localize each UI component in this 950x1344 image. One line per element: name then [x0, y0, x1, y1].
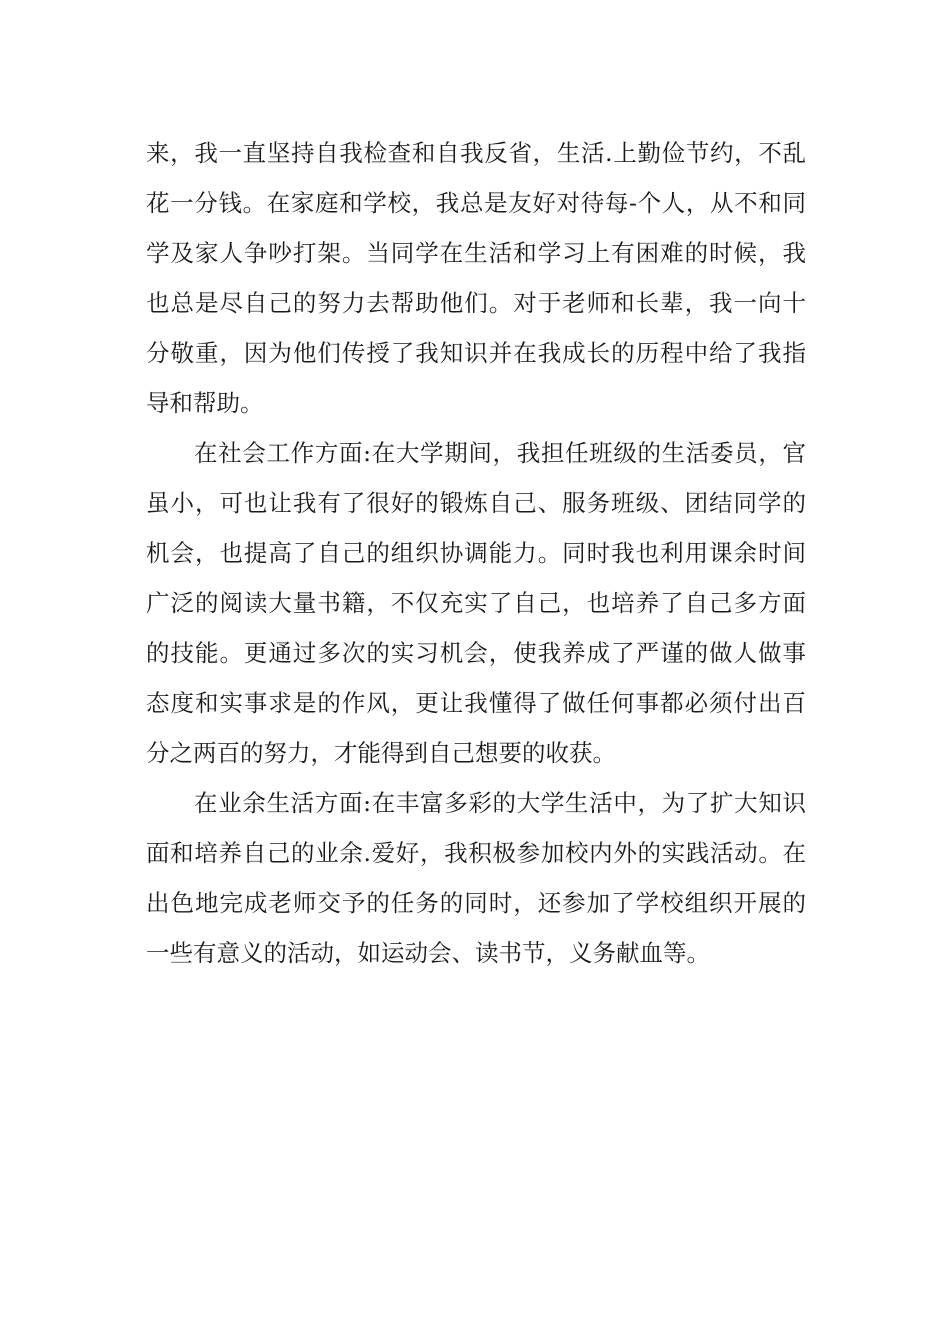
text-line: 广泛的阅读大量书籍，不仅充实了自己，也培养了自己多方面: [146, 589, 806, 617]
text-line: 出色地完成老师交予的任务的同时，还参加了学校组织开展的: [146, 889, 806, 917]
text-line: 来，我一直坚持自我检查和自我反省，生活.上勤俭节约，不乱: [146, 139, 806, 167]
text-line: 面和培养自己的业余.爱好，我积极参加校内外的实践活动。在: [146, 839, 806, 867]
text-line: 机会，也提高了自己的组织协调能力。同时我也利用课余时间: [146, 539, 806, 567]
text-line: 态度和实事求是的作风，更让我懂得了做任何事都必须付出百: [146, 689, 806, 717]
text-line: 在业余生活方面:在丰富多彩的大学生活中，为了扩大知识: [194, 789, 806, 817]
text-line: 花一分钱。在家庭和学校，我总是友好对待每-个人，从不和同: [146, 189, 806, 217]
text-line: 一些有意义的活动，如运动会、读书节，义务献血等。: [146, 939, 710, 967]
text-line: 也总是尽自己的努力去帮助他们。对于老师和长辈，我一向十: [146, 289, 806, 317]
text-line: 分敬重，因为他们传授了我知识并在我成长的历程中给了我指: [146, 339, 806, 367]
text-line: 在社会工作方面:在大学期间，我担任班级的生活委员，官: [194, 439, 806, 467]
text-line: 的技能。更通过多次的实习机会，使我养成了严谨的做人做事: [146, 639, 806, 667]
text-line: 虽小，可也让我有了很好的锻炼自己、服务班级、团结同学的: [146, 489, 806, 517]
text-line: 学及家人争吵打架。当同学在生活和学习上有困难的时候，我: [146, 239, 806, 267]
text-line: 导和帮助。: [146, 389, 264, 417]
text-line: 分之两百的努力，才能得到自己想要的收获。: [146, 739, 616, 767]
